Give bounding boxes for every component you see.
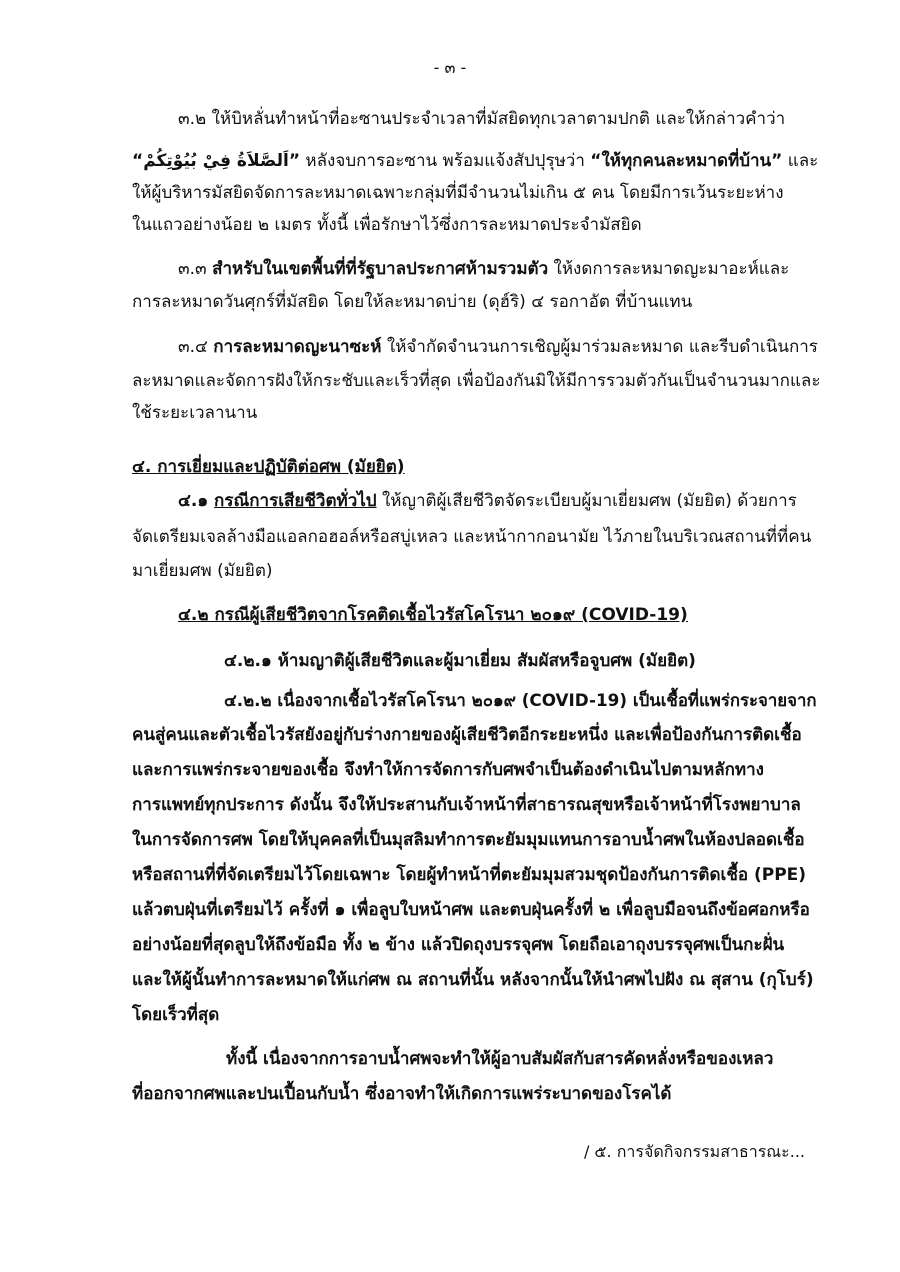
para-3-3-line-2: การละหมาดวันศุกร์ที่มัสยิด โดยให้ละหมาดบ่าย (ดุฮ์ริ) ๔ รอกาอัต ที่บ้านแทน bbox=[132, 292, 693, 312]
para-3-4-bold: การละหมาดญะนาซะห์ bbox=[213, 337, 382, 357]
para-4-2-2-line-4: การแพทย์ทุกประการ ดังนั้น จึงให้ประสานกับเจ้าหน้าที่สาธารณสุขหรือเจ้าหน้าที่โรงพยาบาล bbox=[132, 795, 801, 815]
para-4-2-2-line-10: โดยเร็วที่สุด bbox=[132, 1005, 220, 1025]
para-4-2-2-line-1: ๔.๒.๒ เนื่องจากเชื้อไวรัสโคโรนา ๒๐๑๙ (COVID-19) เป็นเชื้อที่แพร่กระจายจาก bbox=[224, 690, 817, 710]
para-3-3-number: ๓.๓ bbox=[178, 259, 213, 279]
quote-close: ” bbox=[288, 151, 301, 171]
section-4-heading: ๔. การเยี่ยมและปฏิบัติต่อศพ (มัยยิต) bbox=[132, 457, 405, 477]
para-4-1-line-2: จัดเตรียมเจลล้างมือแอลกอฮอล์หรือสบู่เหลว และหน้ากากอนามัย ไว้ภายในบริเวณสถานที่ที่คน bbox=[132, 527, 812, 547]
para-3-2-mid: หลังจบการอะซาน พร้อมแจ้งสัปปุรุษว่า bbox=[300, 151, 591, 171]
para-3-4-rest: ให้จำกัดจำนวนการเชิญผู้มาร่วมละหมาด และรีบดำเนินการ bbox=[381, 337, 818, 357]
quote-open: “ bbox=[132, 151, 144, 171]
para-3-4-number: ๓.๔ bbox=[178, 337, 214, 357]
para-4-1-bold: กรณีการเสียชีวิตทั่วไป bbox=[214, 491, 377, 511]
para-3-3-rest: ให้งดการละหมาดญะมาอะห์และ bbox=[548, 259, 790, 279]
note-line-1: ทั้งนี้ เนื่องจากการอาบน้ำศพจะทำให้ผู้อาบสัมผัสกับสารคัดหลั่งหรือของเหลว bbox=[226, 1049, 774, 1069]
para-4-2-2-line-5: ในการจัดการศพ โดยให้บุคคลที่เป็นมุสลิมทำการตะยัมมุมแทนการอาบน้ำศพในห้องปลอดเชื้อ bbox=[132, 830, 805, 850]
para-4-1-rest: ให้ญาติผู้เสียชีวิตจัดระเบียบผู้มาเยี่ยมศพ (มัยยิต) ด้วยการ bbox=[376, 491, 797, 511]
para-3-4-line-2: ละหมาดและจัดการฝังให้กระชับและเร็วที่สุด เพื่อป้องกันมิให้มีการรวมตัวกันเป็นจำนวนมากและ bbox=[132, 371, 821, 391]
page-continuation: / ๕. การจัดกิจกรรมสาธารณะ... bbox=[583, 1142, 805, 1161]
pray-at-home-phrase: “ให้ทุกคนละหมาดที่บ้าน” bbox=[590, 151, 783, 171]
para-4-2-2-line-7: แล้วตบฝุ่นที่เตรียมไว้ ครั้งที่ ๑ เพื่อลูบใบหน้าศพ และตบฝุ่นครั้งที่ ๒ เพื่อลูบมือจนถึงข้อศอกหรือ bbox=[132, 900, 810, 920]
para-4-1-line-1 bbox=[178, 488, 797, 514]
para-4-2-2-line-8: อย่างน้อยที่สุดลูบให้ถึงข้อมือ ทั้ง ๒ ข้าง แล้วปิดถุงบรรจุศพ โดยถือเอาถุงบรรจุศพเป็นกะฝั่น bbox=[132, 935, 785, 955]
arabic-phrase: اَلصَّلاَةُ فِيْ بُيُوْتِكُمْ bbox=[143, 151, 289, 171]
para-3-2-line-2 bbox=[132, 148, 818, 174]
para-3-4-line-1 bbox=[178, 334, 818, 360]
para-3-2-line-4: ในแถวอย่างน้อย ๒ เมตร ทั้งนี้ เพื่อรักษาไว้ซึ่งการละหมาดประจำมัสยิด bbox=[132, 215, 642, 235]
para-3-2-line-1: ๓.๒ ให้บิหลั่นทำหน้าที่อะซานประจำเวลาที่มัสยิดทุกเวลาตามปกติ และให้กล่าวคำว่า bbox=[178, 109, 786, 129]
para-3-2-line-3: ให้ผู้บริหารมัสยิดจัดการละหมาดเฉพาะกลุ่มที่มีจำนวนไม่เกิน ๕ คน โดยมีการเว้นระยะห่าง bbox=[132, 183, 784, 203]
para-4-2-heading: ๔.๒ กรณีผู้เสียชีวิตจากโรคติดเชื้อไวรัสโคโรนา ๒๐๑๙ (COVID-19) bbox=[178, 605, 688, 625]
para-4-1-line-3: มาเยี่ยมศพ (มัยยิต) bbox=[132, 561, 273, 581]
para-4-2-2-line-3: และการแพร่กระจายของเชื้อ จึงทำให้การจัดการกับศพจำเป็นต้องดำเนินไปตามหลักทาง bbox=[132, 760, 764, 780]
page-number: - ๓ - bbox=[433, 58, 467, 77]
para-4-2-2-line-2: คนสู่คนและตัวเชื้อไวรัสยังอยู่กับร่างกายของผู้เสียชีวิตอีกระยะหนึ่ง และเพื่อป้องกันการติดเชื้อ bbox=[132, 725, 802, 745]
para-3-4-line-3: ใช้ระยะเวลานาน bbox=[132, 403, 258, 423]
note-line-2: ที่ออกจากศพและปนเปื้อนกับน้ำ ซึ่งอาจทำให้เกิดการแพร่ระบาดของโรคได้ bbox=[132, 1084, 672, 1104]
para-3-3-line-1 bbox=[178, 256, 789, 282]
para-4-2-2-line-6: หรือสถานที่ที่จัดเตรียมไว้โดยเฉพาะ โดยผู้ทำหน้าที่ตะยัมมุมสวมชุดป้องกันการติดเชื้อ (PPE) bbox=[132, 865, 807, 885]
para-4-2-2-line-9: และให้ผู้นั้นทำการละหมาดให้แก่ศพ ณ สถานที่นั้น หลังจากนั้นให้นำศพไปฝัง ณ สุสาน (กุโบร์) bbox=[132, 970, 814, 990]
para-4-2-1: ๔.๒.๑ ห้ามญาติผู้เสียชีวิตและผู้มาเยี่ยม สัมผัสหรือจูบศพ (มัยยิต) bbox=[224, 651, 696, 671]
para-4-1-number: ๔.๑ bbox=[178, 491, 215, 511]
para-3-2-end: และ bbox=[782, 151, 819, 171]
para-3-3-bold: สำหรับในเขตพื้นที่ที่รัฐบาลประกาศห้ามรวมตัว bbox=[212, 259, 549, 279]
